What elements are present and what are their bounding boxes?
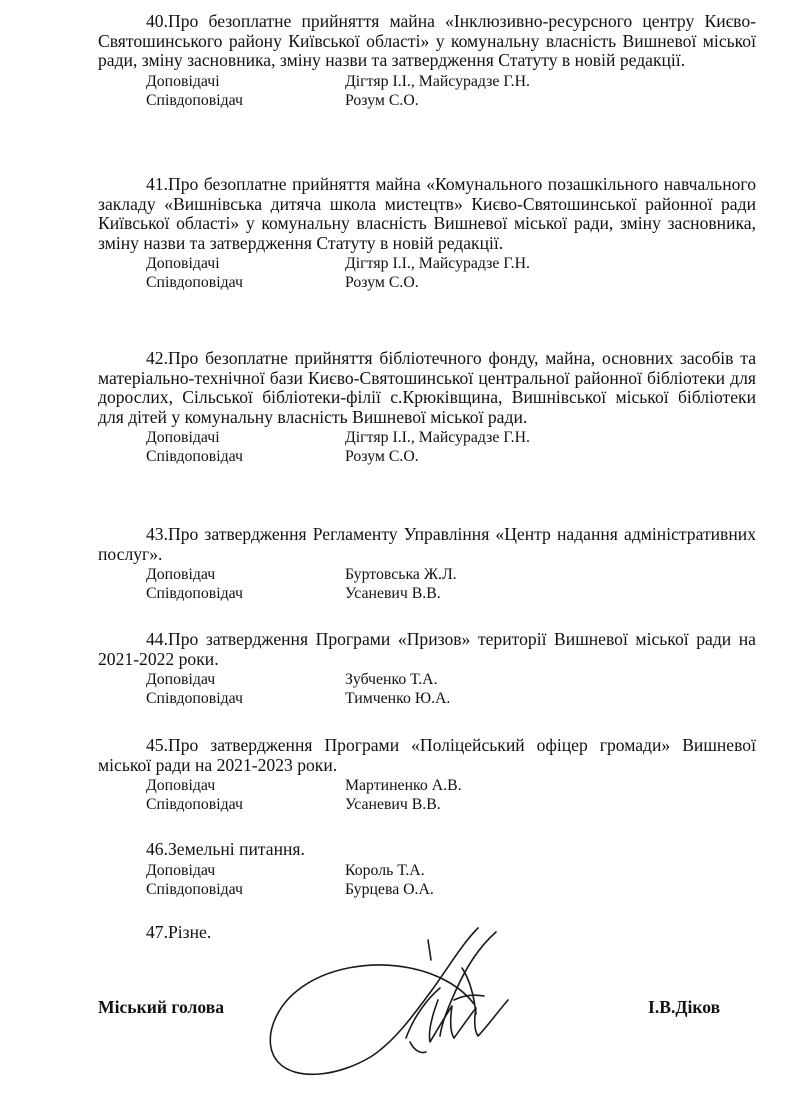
speaker-name: Дігтяр І.І., Майсурадзе Г.Н. [345,429,530,447]
agenda-item-text: 44.Про затвердження Програми «Призов» території Вишневої міської ради на 2021-2022 роки. [98,629,756,669]
speaker-name: Тимченко Ю.А. [345,690,451,708]
speaker-role: Співдоповідач [146,690,243,708]
speakers [98,428,756,466]
speaker-role: Співдоповідач [146,448,243,466]
speakers [98,776,756,814]
speaker-name: Усаневич В.В. [345,585,441,603]
speaker-name: Зубченко Т.А. [345,671,438,689]
speaker-role: Доповідач [146,566,216,584]
agenda-item-42 [98,349,756,466]
speaker-row [98,795,756,814]
speaker-row [98,670,756,689]
speakers [98,565,756,603]
speaker-name: Дігтяр І.І., Майсурадзе Г.Н. [345,72,530,90]
speaker-name: Розум С.О. [345,448,419,466]
agenda-item-46 [98,840,756,899]
speaker-row [98,584,756,603]
agenda-item-text: 40.Про безоплатне прийняття майна «Інклюзивно-ресурсного центру Києво-Святошинського району Київської області» у комунальну власність Вишневої міської ради, зміну засновника, зміну назви та затвердження Статуту в новій редакції. [98,11,756,71]
speaker-role: Доповідачі [146,255,220,273]
speaker-name: Буртовська Ж.Л. [345,566,457,584]
agenda-item-text: 41.Про безоплатне прийняття майна «Комунального позашкільного навчального закладу «Вишнівська дитяча школа мистецтв» Києво-Святошинської районної ради Київської області» у комунальну власність Вишневої міської ради, зміну засновника, зміну назви та затвердження Статуту в новій редакції. [98,174,756,253]
speaker-role: Співдоповідач [146,880,243,898]
speaker-role: Співдоповідач [146,585,243,603]
speaker-name: Розум С.О. [345,274,419,292]
speaker-row [98,428,756,447]
speaker-row [98,273,756,292]
speaker-name: Усаневич В.В. [345,796,441,814]
speakers [98,861,756,899]
agenda-item-text: 43.Про затвердження Регламенту Управління «Центр надання адміністративних послуг». [98,524,756,564]
signature-title: Міський голова [98,997,225,1017]
agenda-item-text: 42.Про безоплатне прийняття бібліотечного фонду, майна, основних засобів та матеріально-технічної бази Києво-Святошинської центральної районної бібліотеки для дорослих, Сільської бібліотеки-філії с.Крюківщина, Вишнівської міської бібліотеки для дітей у комунальну власність Вишневої міської ради. [98,348,756,427]
agenda-item-40 [98,12,756,110]
speaker-row [98,565,756,584]
speaker-row [98,689,756,708]
speaker-name: Бурцева О.А. [345,880,434,898]
speaker-row [98,254,756,273]
speaker-row [98,91,756,110]
speaker-role: Доповідач [146,861,216,879]
speaker-role: Доповідачі [146,72,220,90]
speaker-name: Розум С.О. [345,91,419,109]
speaker-row [98,447,756,466]
speaker-name: Мартиненко А.В. [345,777,462,795]
speakers [98,72,756,110]
agenda-item-47: 47.Різне. [146,922,212,942]
agenda-item-45 [98,736,756,814]
speaker-role: Співдоповідач [146,91,243,109]
speaker-role: Доповідач [146,777,216,795]
agenda-item-44 [98,630,756,708]
speaker-row [98,861,756,880]
agenda-item-text: 46.Земельні питання. [146,839,305,859]
speakers [98,670,756,708]
speaker-role: Доповідач [146,671,216,689]
speaker-role: Співдоповідач [146,274,243,292]
agenda-item-43 [98,525,756,603]
speaker-role: Співдоповідач [146,796,243,814]
signer-name: І.В.Діков [648,997,721,1017]
speaker-row [98,72,756,91]
speaker-name: Дігтяр І.І., Майсурадзе Г.Н. [345,255,530,273]
speaker-row [98,776,756,795]
agenda-item-text: 45.Про затвердження Програми «Поліцейський офіцер громади» Вишневої міської ради на 2021-2023 роки. [98,735,756,775]
speaker-name: Король Т.А. [345,861,425,879]
agenda-item-41 [98,175,756,292]
speakers [98,254,756,292]
speaker-row [98,880,756,899]
speaker-role: Доповідачі [146,429,220,447]
